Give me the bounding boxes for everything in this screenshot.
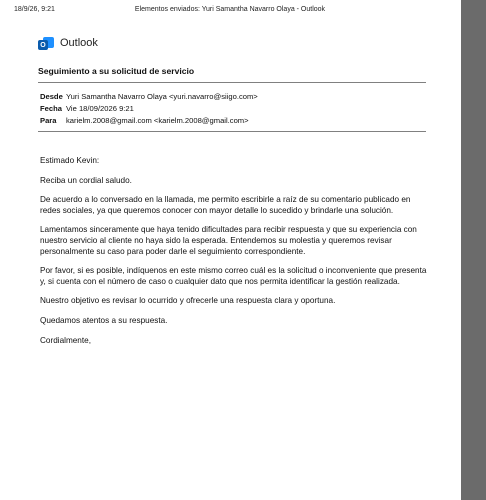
meta-divider [38, 131, 426, 132]
date-label: Fecha [40, 103, 62, 113]
print-title: Elementos enviados: Yuri Samantha Navarro Olaya - Outlook [134, 6, 326, 13]
meta-from-row [40, 90, 258, 102]
body-paragraph: Lamentamos sinceramente que haya tenido dificultades para recibir respuesta y que su experiencia con nuestro servicio al cliente no haya sido la esperada. Entendemos su molestia y queremos revisar personalmente su caso para poder darle el seguimiento correspondiente. [40, 225, 417, 256]
body-paragraph: Cordialmente, [40, 335, 91, 345]
outlook-logo-icon: O [38, 35, 54, 51]
brand-name: Outlook [60, 37, 98, 49]
email-body [40, 156, 430, 355]
body-paragraph: Reciba un cordial saludo. [40, 175, 132, 185]
meta-date-row [40, 102, 258, 114]
viewer-side-panel [461, 0, 486, 500]
email-meta [40, 90, 258, 126]
subject-divider [38, 82, 426, 83]
print-header [0, 6, 460, 18]
outlook-brand [38, 33, 98, 53]
body-paragraph: Nuestro objetivo es revisar lo ocurrido y ofrecerle una respuesta clara y oportuna. [40, 296, 336, 306]
body-paragraph: Por favor, si es posible, indíquenos en este mismo correo cuál es la solicitud o inconveniente que presenta y, si cuenta con el número de caso o cualquier dato que nos permita identificar la gestión realizada. [40, 266, 427, 286]
email-subject: Seguimiento a su solicitud de servicio [38, 66, 195, 76]
to-label: Para [40, 115, 57, 125]
body-paragraph: De acuerdo a lo conversado en la llamada, me permito escribirle a raíz de su comentario publicado en redes sociales, ya que queremos conocer con mayor detalle lo sucedido y brindarle una solución. [40, 195, 411, 215]
meta-to-row [40, 114, 258, 126]
date-value: Vie 18/09/2026 9:21 [66, 103, 134, 113]
print-date: 18/9/26, 9:21 [14, 6, 55, 13]
body-paragraph: Quedamos atentos a su respuesta. [40, 315, 168, 325]
from-value: Yuri Samantha Navarro Olaya <yuri.navarro@siigo.com> [66, 91, 258, 101]
from-label: Desde [40, 91, 63, 101]
body-paragraph: Estimado Kevin: [40, 156, 100, 165]
to-value: karielm.2008@gmail.com <karielm.2008@gmail.com> [66, 115, 249, 125]
